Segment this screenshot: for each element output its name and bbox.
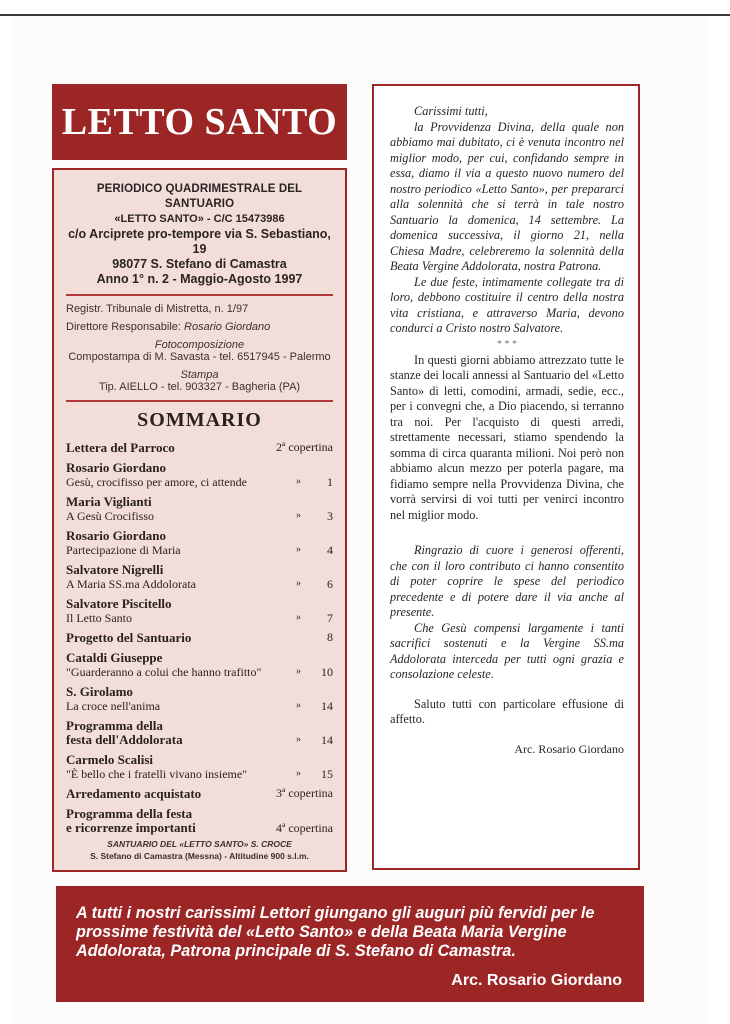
letter-paragraph: la Provvidenza Divina, della quale non abbiamo mai dubitato, ci è venuta incontro nel miglior modo, per cui, confidando sempre in essa, diamo il via a questo nuovo numero del nostro periodico «Letto Santo», per prepararci alla solennità che si terrà in tale nostro Santuario la domenica, 14 settembre. La domenica successiva, il giorno 21, nella Chiesa Madre, celebreremo la solennità della Beata Vergine Addolorata, nostra Patrona. xyxy=(390,119,624,273)
toc-entry xyxy=(66,596,333,625)
letter-salutation: Carissimi tutti, xyxy=(414,104,488,118)
toc-title: A Gesù Crocifisso xyxy=(66,509,154,523)
toc-page: 8 xyxy=(327,630,333,644)
registration-info xyxy=(66,303,333,393)
toc-title: "È bello che i fratelli vivano insieme" xyxy=(66,767,248,781)
toc-author: Carmelo Scalisi xyxy=(66,752,154,767)
sanctuary-footer xyxy=(54,838,345,862)
publication-line: Anno 1° n. 2 - Maggio-Agosto 1997 xyxy=(96,272,303,286)
footer-line: S. Stefano di Camastra (Messna) - Altitudine 900 s.l.m. xyxy=(90,851,309,861)
publication-line: «LETTO SANTO» - C/C 15473986 xyxy=(114,213,285,225)
toc-title: Partecipazione di Maria xyxy=(66,543,181,557)
toc-author: Salvatore Piscitello xyxy=(66,596,172,611)
toc-author: Programma della festa xyxy=(66,806,193,821)
director-line xyxy=(66,321,333,333)
toc-page: 6 xyxy=(327,577,333,591)
toc-leader: » xyxy=(296,768,301,779)
toc-entry xyxy=(66,806,333,835)
toc-page: 4 xyxy=(327,543,333,557)
toc-author: Rosario Giordano xyxy=(66,528,167,543)
toc-entry xyxy=(66,528,333,557)
toc-page: 10 xyxy=(321,665,333,679)
fotocomposizione-label: Fotocomposizione xyxy=(154,339,245,351)
table-of-contents xyxy=(66,440,333,835)
letter-paragraph: Ringrazio di cuore i generosi offerenti, che con il loro contributo ci hanno consentito di poter coprire le spese del periodico precedente e di potere dare il via anche al presente. xyxy=(390,543,624,619)
letter-paragraph: Le due feste, intimamente collegate tra di loro, debbono costituire il centro della nostra vita cristiana, e attraverso Maria, devono condurci a Cristo nostro Salvatore. xyxy=(390,274,624,335)
banner-text: A tutti i nostri carissimi Lettori giungano gli auguri più fervidi per le prossime festività del «Letto Santo» e della Beata Maria Vergine Addolorata, Patrona principale di S. Stefano di Camastra. xyxy=(76,904,595,960)
banner-signature: Arc. Rosario Giordano xyxy=(451,972,622,989)
toc-page: 3ª copertina xyxy=(276,786,333,800)
toc-title: La croce nell'anima xyxy=(66,699,161,713)
director-label: Direttore Responsabile: xyxy=(66,321,181,333)
toc-title: e ricorrenze importanti xyxy=(66,820,196,835)
toc-author: Arredamento acquistato xyxy=(66,786,202,801)
letter-paragraph: Che Gesù compensi largamente i tanti sacrifici sostenuti e la Vergine SS.ma Addolorata interceda per tutti ogni grazia e consolazione celeste. xyxy=(390,620,624,681)
toc-entry xyxy=(66,718,333,747)
toc-leader: » xyxy=(296,666,301,677)
toc-title: festa dell'Addolorata xyxy=(66,732,183,747)
toc-author: S. Girolamo xyxy=(66,684,133,699)
toc-author: Rosario Giordano xyxy=(66,460,167,475)
director-name: Rosario Giordano xyxy=(184,321,271,333)
toc-leader: » xyxy=(296,734,301,745)
toc-leader: » xyxy=(296,510,301,521)
toc-page: 14 xyxy=(321,699,333,713)
toc-author: Maria Viglianti xyxy=(66,494,152,509)
toc-page: 1 xyxy=(327,475,333,489)
toc-page: 3 xyxy=(327,509,333,523)
registration-number: Registr. Tribunale di Mistretta, n. 1/97 xyxy=(66,303,249,315)
toc-entry xyxy=(66,752,333,781)
toc-entry xyxy=(66,494,333,523)
publication-info xyxy=(66,174,333,287)
toc-leader: » xyxy=(296,578,301,589)
toc-leader: » xyxy=(296,544,301,555)
toc-entry xyxy=(66,650,333,679)
toc-page: 4ª copertina xyxy=(276,821,333,835)
toc-author: Progetto del Santuario xyxy=(66,630,192,645)
toc-author: Salvatore Nigrelli xyxy=(66,562,164,577)
footer-line: SANTUARIO DEL «LETTO SANTO» S. CROCE xyxy=(107,839,292,849)
toc-page: 15 xyxy=(321,767,333,781)
info-panel xyxy=(52,168,347,872)
toc-author: Lettera del Parroco xyxy=(66,440,175,455)
toc-leader: » xyxy=(296,476,301,487)
toc-entry xyxy=(66,630,333,645)
toc-entry xyxy=(66,684,333,713)
greeting-banner xyxy=(56,886,644,1002)
letter-signature: Arc. Rosario Giordano xyxy=(514,741,624,756)
letter-paragraph: Saluto tutti con particolare effusione di affetto. xyxy=(390,696,624,726)
toc-entry xyxy=(66,786,333,801)
divider xyxy=(66,294,333,296)
toc-author: Cataldi Giuseppe xyxy=(66,650,163,665)
toc-page: 14 xyxy=(321,733,333,747)
toc-entry xyxy=(66,460,333,489)
fotocomposizione-value: Compostampa di M. Savasta - tel. 6517945 - Palermo xyxy=(68,351,331,363)
toc-page: 7 xyxy=(327,611,333,625)
toc-title: Gesù, crocifisso per amore, ci attende xyxy=(66,475,247,489)
toc-title: A Maria SS.ma Addolorata xyxy=(66,577,196,591)
stampa-label: Stampa xyxy=(180,369,219,381)
stampa-value: Tip. AIELLO - tel. 903327 - Bagheria (PA) xyxy=(98,381,301,393)
publication-line: c/o Arciprete pro-tempore via S. Sebastiano, 19 xyxy=(68,227,331,256)
sommario-title: SOMMARIO xyxy=(137,409,262,431)
toc-entry xyxy=(66,562,333,591)
toc-title: Il Letto Santo xyxy=(66,611,132,625)
toc-page: 2ª copertina xyxy=(276,440,333,454)
masthead-title: LETTO SANTO xyxy=(61,101,338,143)
divider xyxy=(66,400,333,402)
toc-author: Programma della xyxy=(66,718,163,733)
publication-line: PERIODICO QUADRIMESTRALE DEL SANTUARIO xyxy=(96,183,303,210)
section-separator: * * * xyxy=(497,338,517,350)
toc-leader: » xyxy=(296,612,301,623)
parish-letter xyxy=(372,84,640,870)
toc-title: "Guarderanno a colui che hanno trafitto" xyxy=(66,665,262,679)
toc-entry xyxy=(66,440,333,455)
masthead xyxy=(52,84,347,160)
toc-leader: » xyxy=(296,700,301,711)
letter-paragraph: In questi giorni abbiamo attrezzato tutte le stanze dei locali annessi al Santuario del «Letto Santo» di letti, comodini, armadi, sedie, ecc., per i convegni che, a Dio piacendo, si terranno tra noi. Per l'acquisto di questi arredi, strettamente necessari, stiamo spendendo la somma di circa quaranta milioni. Noi però non abbiamo alcun mezzo per poterla pagare, ma fidiamo sempre nella Provvidenza Divina, che vorrà servirsi di voi tutti per venirci incontro nel miglior modo. xyxy=(390,352,624,522)
publication-line: 98077 S. Stefano di Camastra xyxy=(112,257,287,271)
